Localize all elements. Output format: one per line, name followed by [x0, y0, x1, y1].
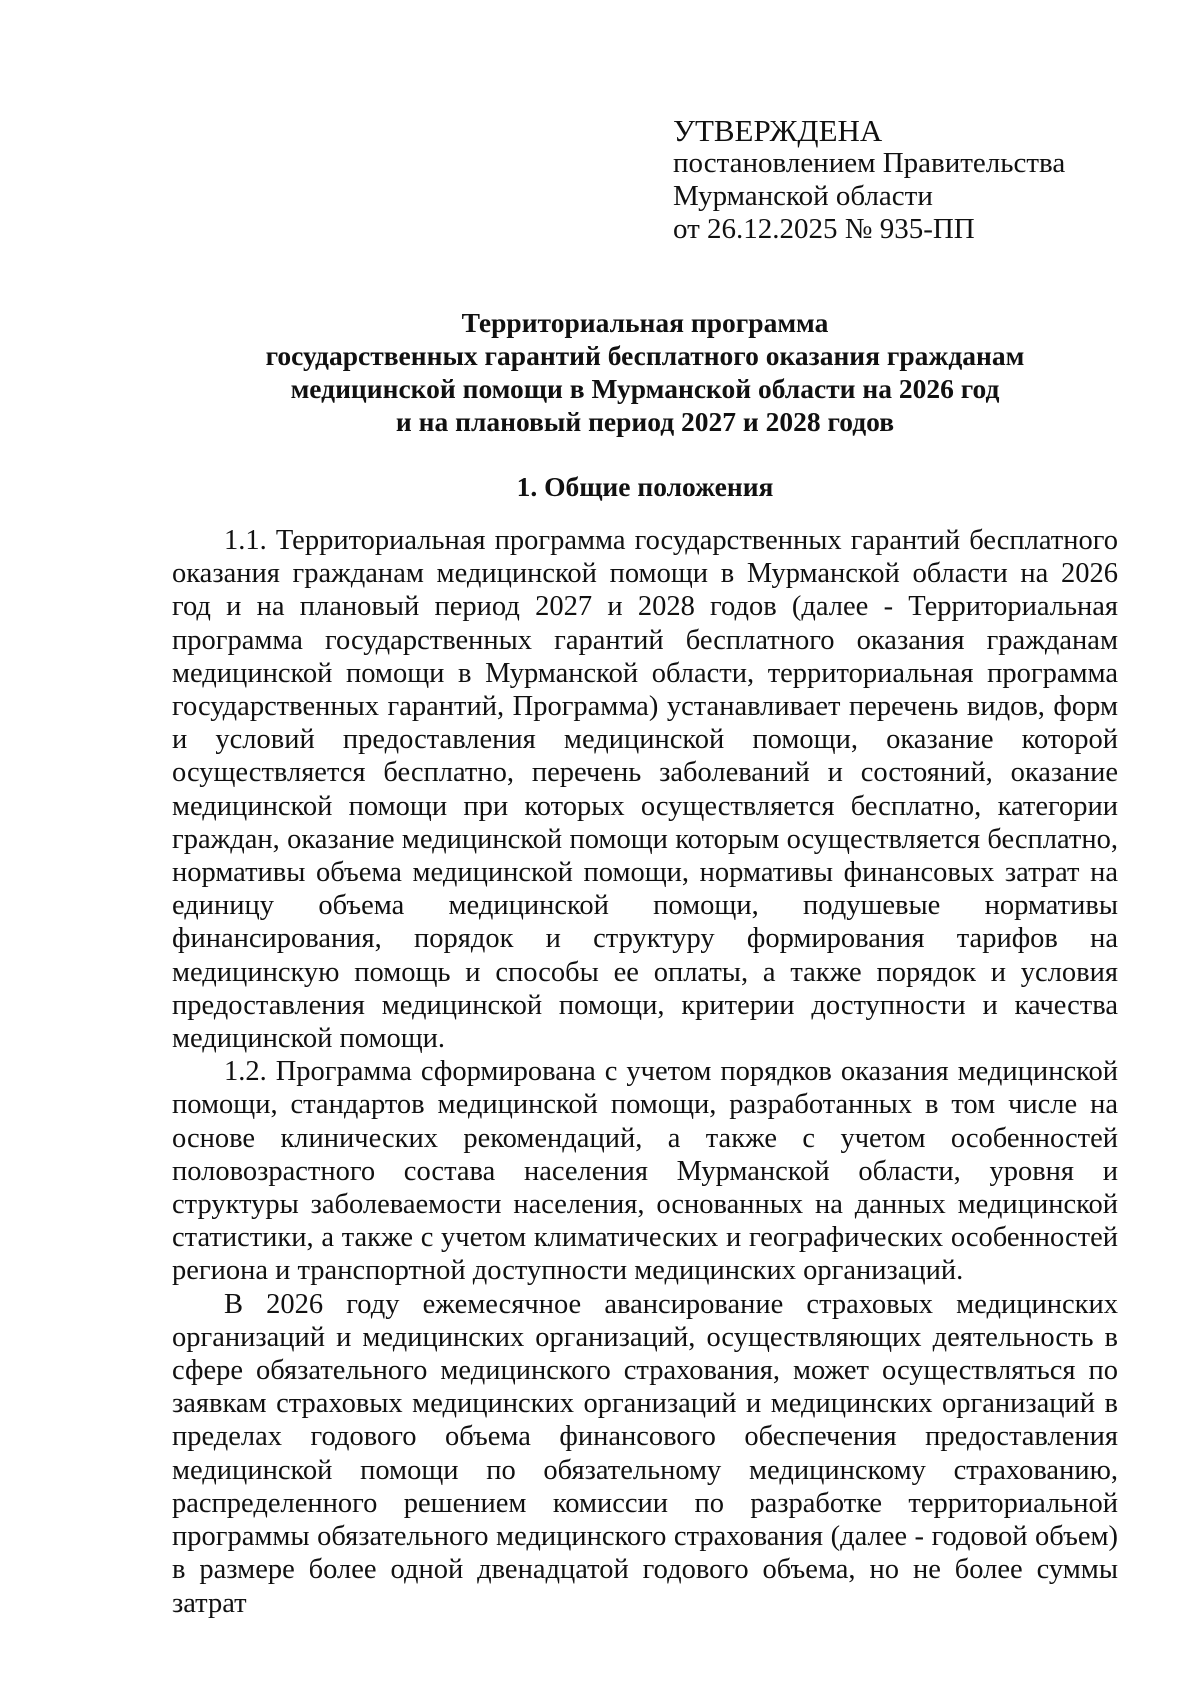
approval-block	[673, 114, 1153, 246]
title-line-2: государственных гарантий бесплатного оказания гражданам	[265, 340, 1025, 371]
title-line-1: Территориальная программа	[461, 307, 829, 338]
body-text	[172, 524, 1118, 1620]
approval-line-1: постановлением Правительства	[673, 147, 1066, 179]
document-title	[150, 306, 1140, 438]
title-line-3: медицинской помощи в Мурманской области на 2026 год	[290, 373, 1000, 404]
section-heading: 1. Общие положения	[516, 471, 774, 502]
paragraph-advance-payment: В 2026 году ежемесячное авансирование страховых медицинских организаций и медицинских организаций, осуществляющих деятельность в сфере обязательного медицинского страхования, может осуществляться по заявкам страховых медицинских организаций и медицинских организаций в пределах годового объема финансового обеспечения предоставления медицинской помощи по обязательному медицинскому страхованию, распределенного решением комиссии по разработке территориальной программы обязательного медицинского страхования (далее - годовой объем) в размере более одной двенадцатой годового объема, но не более суммы затрат	[172, 1288, 1118, 1619]
title-line-4: и на плановый период 2027 и 2028 годов	[395, 406, 895, 437]
paragraph-1-2: 1.2. Программа сформирована с учетом порядков оказания медицинской помощи, стандартов медицинской помощи, разработанных в том числе на основе клинических рекомендаций, а также с учетом особенностей половозрастного состава населения Мурманской области, уровня и структуры заболеваемости населения, основанных на данных медицинской статистики, а также с учетом климатических и географических особенностей региона и транспортной доступности медицинских организаций.	[172, 1056, 1118, 1287]
approval-heading: УТВЕРЖДЕНА	[673, 113, 883, 148]
approval-line-2: Мурманской области	[673, 180, 933, 212]
approval-line-3: от 26.12.2025 № 935-ПП	[673, 213, 975, 245]
paragraph-1-1: 1.1. Территориальная программа государственных гарантий бесплатного оказания гражданам медицинской помощи в Мурманской области на 2026 год и на плановый период 2027 и 2028 годов (далее - Территориальная программа государственных гарантий бесплатного оказания гражданам медицинской помощи в Мурманской области, территориальная программа государственных гарантий, Программа) устанавливает перечень видов, форм и условий предоставления медицинской помощи, оказание которой осуществляется бесплатно, перечень заболеваний и состояний, оказание медицинской помощи при которых осуществляется бесплатно, категории граждан, оказание медицинской помощи которым осуществляется бесплатно, нормативы объема медицинской помощи, нормативы финансовых затрат на единицу объема медицинской помощи, подушевые нормативы финансирования, порядок и структуру формирования тарифов на медицинскую помощь и способы ее оплаты, а также порядок и условия предоставления медицинской помощи, критерии доступности и качества медицинской помощи.	[172, 525, 1118, 1055]
